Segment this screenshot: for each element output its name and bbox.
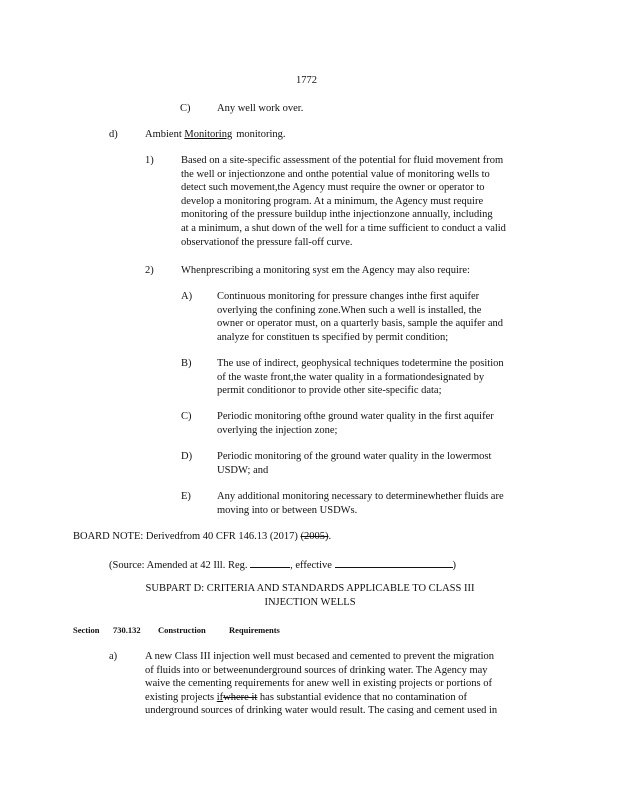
- d1-line: at a minimum, a shut down of the well for a time sufficient to conduct a valid: [181, 222, 506, 234]
- subB-line: permit conditionor to provide other site-specific data;: [217, 385, 442, 397]
- section-title-2: Requirements: [229, 625, 280, 635]
- subB-line: of the waste front,the water quality in a formationdesignated by: [217, 371, 485, 383]
- subE-line: moving into or between USDWs.: [217, 504, 358, 516]
- subB-label: B): [181, 358, 192, 369]
- item-a-line4-post: has substantial evidence that no contamination of: [257, 691, 467, 703]
- item-a-line: A new Class III injection well must becased and cemented to prevent the migration: [145, 651, 495, 662]
- subE-label: E): [181, 491, 191, 502]
- subC-paragraph: [217, 410, 541, 437]
- item-a-line: waive the cementing requirements for anew well in existing projects or portions of: [145, 678, 492, 690]
- item-c-text: Any well work over.: [217, 103, 304, 114]
- item-a-line-4: [145, 691, 549, 705]
- item-a-line: underground sources of drinking water would result. The casing and cement used in: [145, 705, 498, 717]
- item-c-label: C): [180, 103, 191, 114]
- board-note: [73, 530, 331, 544]
- subA-line: owner or operator must, on a quarterly basis, sample the aquifer and: [217, 318, 504, 330]
- subB-line: The use of indirect, geophysical techniques todetermine the position: [217, 358, 504, 369]
- d2-text: Whenprescribing a monitoring syst em the Agency may also require:: [181, 265, 470, 276]
- d1-label: 1): [145, 155, 154, 166]
- board-note-post: .: [328, 531, 332, 542]
- item-d-text: [145, 128, 286, 142]
- item-a-line: of fluids into or betweenunderground sources of drinking water. The Agency may: [145, 664, 488, 676]
- subD-line: Periodic monitoring of the ground water quality in the lowermost: [217, 451, 492, 462]
- board-note-text: BOARD NOTE: Derivedfrom 40 CFR 146.13 (2017): [73, 531, 301, 542]
- source-mid: , effective: [290, 560, 332, 571]
- item-d-label: d): [109, 129, 118, 140]
- subpart-heading-line1: SUBPART D: CRITERIA AND STANDARDS APPLICABLE TO CLASS III: [145, 583, 475, 594]
- item-d-post: monitoring.: [236, 129, 286, 140]
- subE-paragraph: [217, 490, 541, 517]
- subD-line: USDW; and: [217, 464, 269, 476]
- d1-line: monitoring of the pressure buildup inthe injectionzone annually, including: [181, 209, 493, 221]
- d1-line: the well or injectionzone and onthe potential value of monitoring wells to: [181, 168, 490, 180]
- item-a-label: a): [109, 651, 118, 662]
- d2-label: 2): [145, 265, 154, 276]
- d1-line: Based on a site-specific assessment of the potential for fluid movement from: [181, 155, 504, 166]
- subA-line: overlying the confining zone.When such a well is installed, the: [217, 304, 482, 316]
- d1-line: observationof the pressure fall-off curve.: [181, 236, 353, 248]
- d1-line: develop a monitoring program. At a minimum, the Agency must require: [181, 195, 484, 207]
- page-number: 1772: [296, 75, 317, 86]
- item-d-inserted: Monitoring: [184, 129, 233, 140]
- board-note-deleted: (2005): [300, 531, 329, 542]
- d1-paragraph: [181, 154, 548, 249]
- item-a-deleted: where it: [223, 691, 258, 703]
- subA-label: A): [181, 291, 193, 302]
- subA-line: analyze for constituen ts specified by permit condition;: [217, 331, 449, 343]
- subpart-heading-line2: INJECTION WELLS: [264, 596, 356, 608]
- subpart-heading: [100, 582, 520, 609]
- source-line: [109, 557, 456, 573]
- source-blank-reg: [250, 557, 290, 568]
- d1-line: detect such movement,the Agency must require the owner or operator to: [181, 182, 485, 194]
- subA-paragraph: [217, 290, 541, 344]
- source-post: ): [452, 560, 457, 571]
- item-d-pre: Ambient: [145, 129, 185, 140]
- source-blank-effective: [335, 557, 453, 568]
- item-a-line4-pre: existing projects: [145, 691, 217, 703]
- subD-paragraph: [217, 450, 541, 477]
- subA-line: Continuous monitoring for pressure changes inthe first aquifer: [217, 291, 480, 302]
- source-pre: (Source: Amended at 42 Ill. Reg.: [109, 560, 248, 571]
- section-number: 730.132: [113, 625, 141, 635]
- subD-label: D): [181, 451, 193, 462]
- section-label: Section: [73, 625, 100, 635]
- subB-paragraph: [217, 357, 541, 398]
- item-a-inserted: if: [216, 691, 224, 703]
- subC-label: C): [181, 411, 192, 422]
- item-a-paragraph: [145, 650, 549, 718]
- subC-line: overlying the injection zone;: [217, 424, 338, 436]
- section-title: Construction: [158, 625, 206, 635]
- subC-line: Periodic monitoring ofthe ground water quality in the first aquifer: [217, 411, 494, 422]
- subE-line: Any additional monitoring necessary to determinewhether fluids are: [217, 491, 504, 502]
